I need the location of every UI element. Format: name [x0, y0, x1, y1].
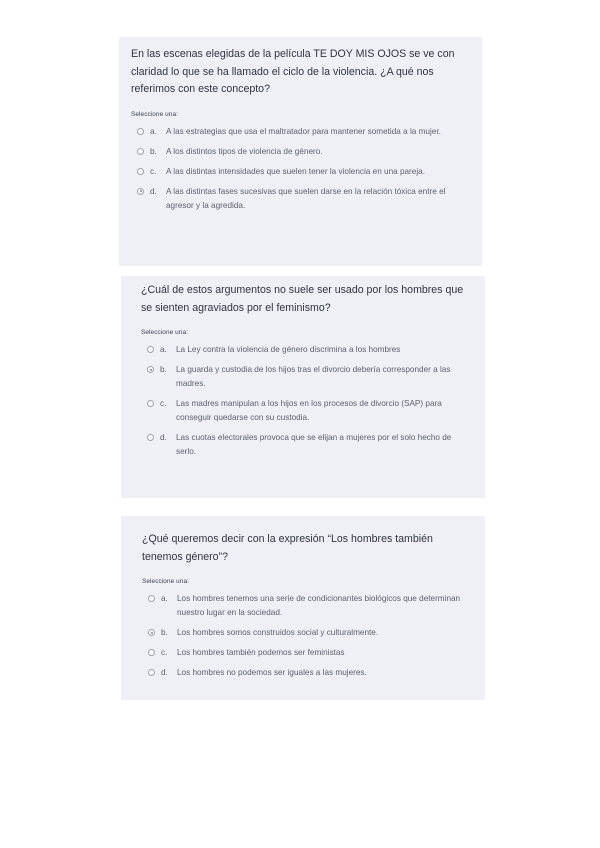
option-text: A las distintas intensidades que suelen tener la violencia en una pareja.	[166, 166, 425, 176]
select-label: Seleccione una:	[142, 578, 189, 585]
option-text: Los hombres tenemos una serie de condicionantes biológicos que determinan nuestro lugar en la sociedad.	[177, 594, 461, 617]
option-a[interactable]	[148, 592, 471, 620]
option-letter: c.	[150, 166, 157, 176]
radio-button-selected[interactable]	[137, 188, 144, 195]
option-letter: a.	[160, 345, 167, 354]
option-letter: a.	[150, 126, 157, 136]
option-d[interactable]	[137, 185, 470, 213]
option-text: A los distintos tipos de violencia de género.	[166, 146, 323, 156]
radio-button[interactable]	[148, 669, 155, 676]
option-letter: c.	[161, 648, 168, 657]
option-c[interactable]	[137, 165, 470, 179]
radio-button[interactable]	[148, 649, 155, 656]
radio-button-selected[interactable]	[147, 366, 154, 373]
radio-button[interactable]	[137, 128, 144, 135]
option-text: La guarda y custodia de los hijos tras el divorcio debería corresponder a las madres.	[176, 365, 451, 388]
option-a[interactable]	[147, 343, 471, 357]
question-card-3	[121, 516, 485, 700]
option-c[interactable]	[148, 646, 471, 660]
question-text: ¿Qué queremos decir con la expresión “Los hombres también tenemos género”?	[142, 533, 433, 563]
option-letter: b.	[150, 146, 157, 156]
option-b[interactable]	[148, 626, 471, 640]
radio-button[interactable]	[137, 168, 144, 175]
option-letter: b.	[161, 628, 168, 637]
question-card-2	[121, 276, 485, 498]
radio-button[interactable]	[147, 434, 154, 441]
option-a[interactable]	[137, 125, 470, 139]
option-c[interactable]	[147, 397, 471, 425]
option-d[interactable]	[147, 431, 471, 459]
option-text: Los hombres no podemos ser iguales a las mujeres.	[177, 668, 367, 677]
option-text: Las madres manipulan a los hijos en los procesos de divorcio (SAP) para conseguir quedarse con su custodia.	[176, 399, 442, 422]
option-letter: b.	[160, 365, 167, 374]
option-letter: d.	[161, 668, 168, 677]
select-label: Seleccione una:	[141, 329, 188, 336]
option-text: A las distintas fases sucesivas que suelen darse en la relación tóxica entre el agresor y la agredida.	[166, 186, 446, 210]
radio-button-selected[interactable]	[148, 629, 155, 636]
question-card-1	[119, 37, 482, 266]
radio-button[interactable]	[148, 595, 155, 602]
question-text: ¿Cuál de estos argumentos no suele ser usado por los hombres que se sienten agraviados por el feminismo?	[141, 284, 464, 314]
radio-button[interactable]	[137, 148, 144, 155]
option-text: Los hombres también podemos ser feministas	[177, 648, 345, 657]
option-text: A las estrategias que usa el maltratador para mantener sometida a la mujer.	[166, 126, 441, 136]
options-list	[141, 343, 471, 459]
option-letter: a.	[161, 594, 168, 603]
question-text: En las escenas elegidas de la película TE DOY MIS OJOS se ve con claridad lo que se ha llamado el ciclo de la violencia. ¿A qué nos referimos con este concepto?	[131, 48, 455, 95]
option-text: Los hombres somos construidos social y culturalmente.	[177, 628, 379, 637]
option-letter: d.	[150, 186, 157, 196]
option-b[interactable]	[137, 145, 470, 159]
option-letter: d.	[160, 433, 167, 442]
options-list	[131, 125, 470, 213]
option-d[interactable]	[148, 666, 471, 680]
radio-button[interactable]	[147, 400, 154, 407]
options-list	[142, 592, 471, 680]
option-letter: c.	[160, 399, 167, 408]
option-text: Las cuotas electorales provoca que se elijan a mujeres por el solo hecho de serlo.	[176, 433, 452, 456]
select-label: Seleccione una:	[131, 110, 178, 118]
option-text: La Ley contra la violencia de género discrimina a los hombres	[176, 345, 401, 354]
radio-button[interactable]	[147, 346, 154, 353]
option-b[interactable]	[147, 363, 471, 391]
